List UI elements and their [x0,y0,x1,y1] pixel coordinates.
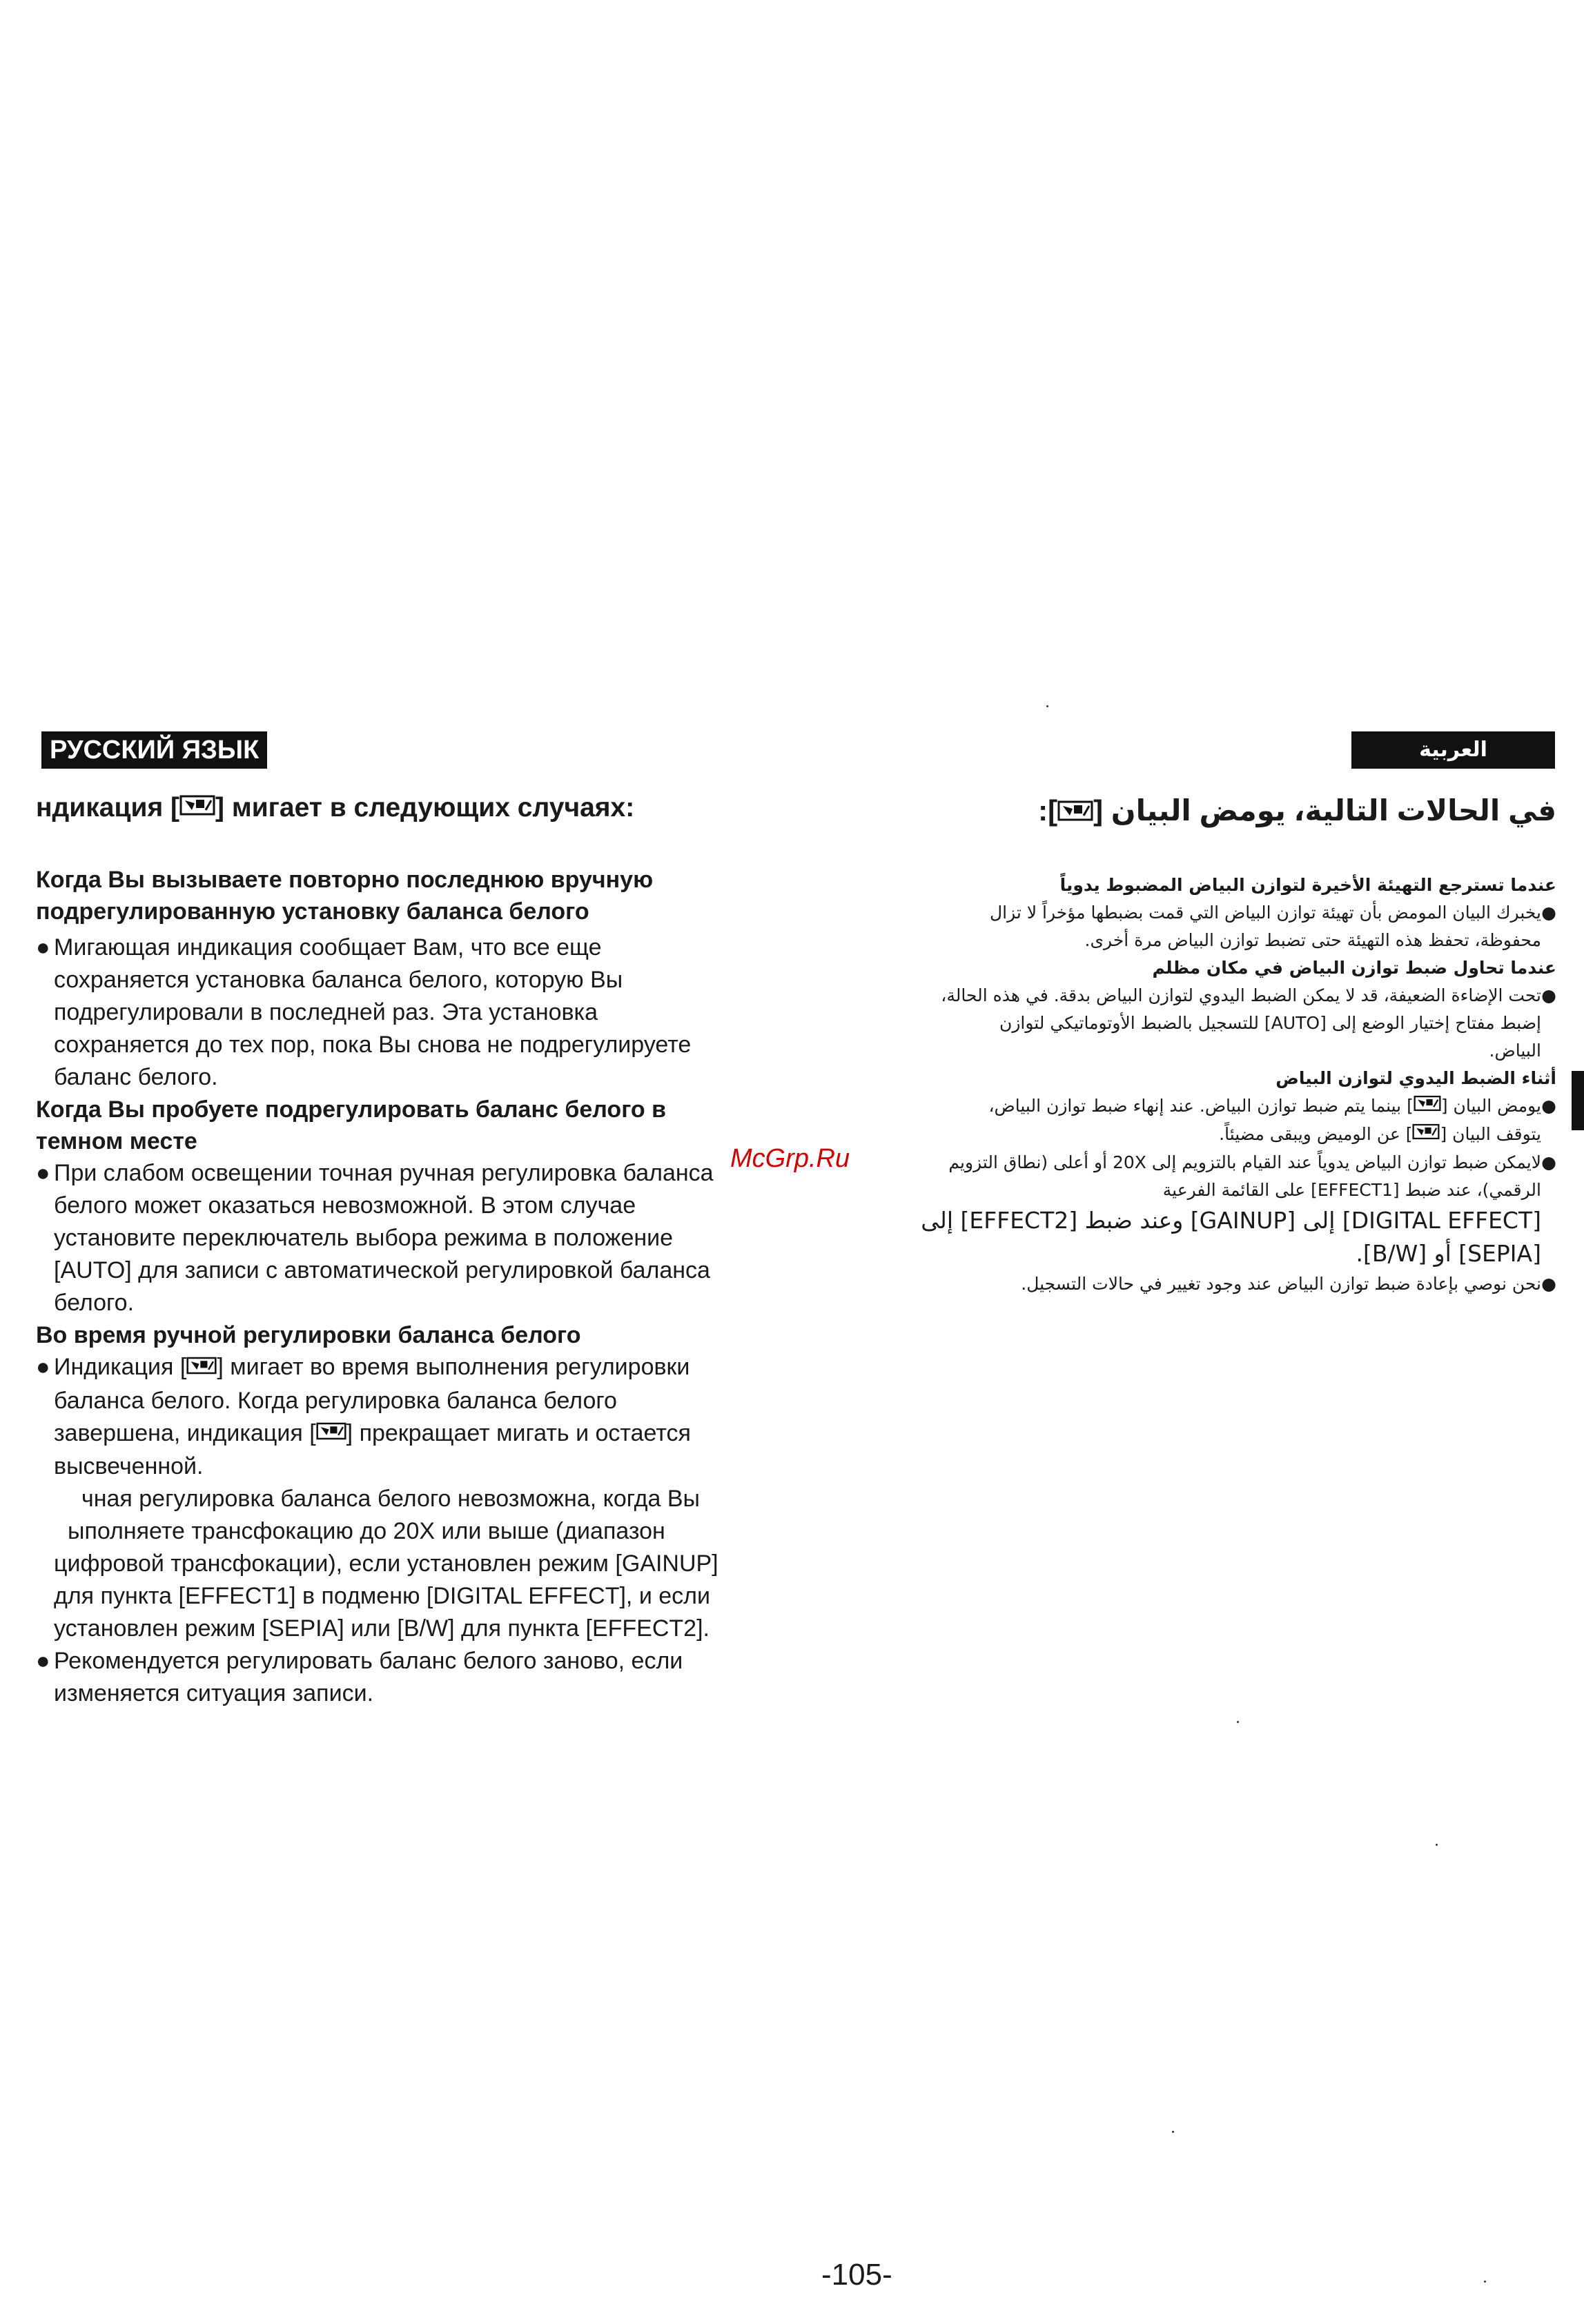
list-item: ● نحن نوصي بإعادة ضبط توازن البياض عند وجود تغيير في حالات التسجيل. [866,1270,1556,1298]
list-item: ● يومض البيان [] بينما يتم ضبط توازن البياض. عند إنهاء ضبط توازن البياض، يتوقف البيان [] عن الوميض ويبقى مضيئاً. [866,1092,1556,1149]
bullet-icon: ● [36,1354,50,1381]
section-title: подрегулированную установку баланса белого [36,898,589,925]
section-title: عندما تحاول ضبط توازن البياض في مكان مظلم [1152,958,1556,978]
russian-column [36,792,850,1710]
edge-index-tab [1572,1071,1584,1130]
scan-speck [1436,1844,1438,1846]
bullet-icon: ● [1541,1096,1556,1116]
page-number: -105- [821,2258,892,2292]
list-item: чная регулировка баланса белого невозможна, когда Вы ыполняете трансфокацию до 20X или выше (диапазон цифровой трансфокации), если установлен режим [GAINUP] для пункта [EFFECT1] в подменю [DIGITAL EFFECT], и если установлен режим [SEPIA] или [B/W] для пункта [EFFECT2]. [54,1486,718,1642]
section-title: темном месте [36,1128,197,1155]
bullet-icon: ● [1541,985,1556,1006]
list-item: ● При слабом освещении точная ручная регулировка баланса белого может оказаться невозможной. В этом случае установите переключатель выбора режима в положение [AUTO] для записи с автоматической регулировкой баланса белого. [36,1157,850,1319]
bullet-icon: ● [1541,1152,1556,1173]
section-title: أثناء الضبط اليدوي لتوازن البياض [1275,1068,1556,1089]
white-balance-icon [179,793,215,825]
section-title: Когда Вы вызываете повторно последнюю вручную [36,867,654,894]
list-item: ● Рекомендуется регулировать баланс белого заново, если изменяется ситуация записи. [36,1645,850,1710]
section-title: عندما تسترجع التهيئة الأخيرة لتوازن البياض المضبوط يدوياً [1059,875,1556,896]
white-balance-icon [1412,1121,1440,1149]
list-item: ● Мигающая индикация сообщает Вам, что все еще сохраняется установка баланса белого, которую Вы подрегулировали в последней раз. Эта установка сохраняется до тех пор, пока Вы снова не подрегулируете баланс белого. [36,932,850,1094]
white-balance-icon [316,1418,346,1450]
scan-speck [1237,1721,1239,1723]
russian-heading: ндикация [ ] мигает в следующих случаях: [36,792,850,825]
russian-language-tab: РУССКИЙ ЯЗЫК [41,731,267,769]
bullet-icon: ● [1541,1274,1556,1294]
scan-speck [1046,705,1048,707]
bullet-icon: ● [36,1648,50,1675]
scan-speck [1484,2281,1486,2283]
list-item: ● يخبرك البيان المومض بأن تهيئة توازن البياض التي قمت بضبطها مؤخراً لا تزال محفوظة، تحفظ هذه التهيئة حتى تضبط توازن البياض مرة أخرى. [866,899,1556,954]
section-title: Когда Вы пробуете подрегулировать баланс белого в [36,1096,667,1123]
bullet-icon: ● [36,934,50,961]
arabic-heading: في الحالات التالية، يومض البيان []: [866,792,1556,831]
white-balance-icon [1057,794,1093,832]
list-item: [DIGITAL EFFECT] إلى [GAINUP] وعند ضبط [EFFECT2] إلى [SEPIA] أو [B/W]. [921,1207,1541,1268]
section-title: Во время ручной регулировки баланса белого [36,1322,581,1349]
list-item: ● تحت الإضاءة الضعيفة، قد لا يمكن الضبط اليدوي لتوازن البياض بدقة. في هذه الحالة، إضبط مفتاح إختيار الوضع إلى [AUTO] للتسجيل بالضبط الأوتوماتيكي لتوازن البياض. [866,982,1556,1065]
list-item: ● Индикация [ ] мигает во время выполнения регулировки баланса белого. Когда регулировка баланса белого завершена, индикация [ ] прекращает мигать и остается высвеченной. [36,1351,850,1483]
scan-speck [1172,2131,1174,2133]
white-balance-icon [1414,1093,1441,1121]
bullet-icon: ● [1541,903,1556,923]
white-balance-icon [186,1352,217,1385]
bullet-icon: ● [36,1160,50,1187]
arabic-column [866,792,1556,1298]
watermark: McGrp.Ru [730,1144,850,1173]
list-item: ● لايمكن ضبط توازن البياض يدوياً عند القيام بالتزويم إلى 20X أو أعلى (نطاق التزويم الرقمي)، عند ضبط [EFFECT1] على القائمة الفرعية [866,1149,1556,1204]
arabic-language-tab: العربية [1351,731,1555,769]
